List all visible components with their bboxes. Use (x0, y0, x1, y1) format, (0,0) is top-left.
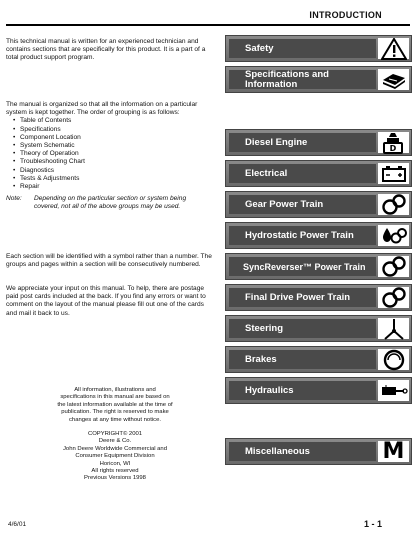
section-specifications-information[interactable] (225, 66, 412, 93)
disclaimer-line: the latest information available at the time of (57, 401, 173, 408)
section-syncreverser-power-train[interactable] (225, 253, 412, 280)
organization-paragraph: The manual is organized so that all the information on a particular system is kept together. The order of grouping is as follows: (6, 101, 198, 117)
section-label: Diesel Engine (229, 133, 376, 152)
section-hydrostatic-power-train[interactable] (225, 222, 412, 249)
feedback-paragraph: We appreciate your input on this manual. To help, there are postage paid post cards included at the back. If you find any errors or want to comment on the layout of the manual please fill out one of the cards and mail it back to us. (6, 285, 206, 317)
symbol-paragraph: Each section will be identified with a symbol rather than a number. The groups and pages within a section will be consecutively numbered. (6, 253, 212, 269)
disclaimer-line: specifications in this manual are based on (60, 394, 170, 401)
copyright-line: All rights reserved (91, 468, 139, 475)
disclaimer-line: publication. The right is reserved to make (61, 409, 169, 416)
section-label: Safety (229, 39, 376, 58)
note-text: Depending on the particular section or system being covered, not all of the above groups may be used. (34, 195, 187, 211)
section-label: Steering (229, 319, 376, 338)
section-label: Miscellaneous (229, 442, 376, 461)
sync-reverser-icon (378, 256, 409, 277)
list-item: • System Schematic (20, 142, 212, 150)
section-label: Gear Power Train (229, 195, 376, 214)
list-item: • Table of Contents (20, 117, 212, 125)
section-label: Hydrostatic Power Train (229, 226, 376, 245)
organization-section (6, 101, 212, 212)
section-miscellaneous[interactable] (225, 438, 412, 465)
list-item: • Specifications (20, 126, 212, 134)
copyright-block (40, 431, 190, 483)
page-title: INTRODUCTION (309, 10, 382, 20)
list-item: • Component Location (20, 134, 212, 142)
svg-text:D: D (389, 143, 396, 153)
note-label: Note: (6, 195, 22, 203)
page-number: 1 - 1 (363, 519, 382, 529)
section-hydraulics[interactable] (225, 377, 412, 404)
section-label: Brakes (229, 350, 376, 369)
list-item: • Diagnostics (20, 167, 212, 175)
hydraulic-cylinder-icon (378, 380, 409, 401)
section-label: SyncReverser™ Power Train (229, 257, 376, 276)
section-final-drive-power-train[interactable] (225, 284, 412, 311)
diesel-engine-icon (378, 132, 409, 153)
list-item: • Theory of Operation (20, 150, 212, 158)
disclaimer (40, 387, 190, 424)
m-letter: M (382, 439, 405, 464)
manual-book-icon (378, 69, 409, 90)
letter-m-icon (378, 441, 409, 462)
steering-icon (378, 318, 409, 339)
copyright-line: John Deere Worldwide Commercial and (62, 445, 167, 452)
copyright-line: Deere & Co. (98, 438, 132, 445)
header-divider (6, 24, 410, 26)
copyright-line: Horicon, WI (99, 460, 131, 467)
battery-icon (378, 163, 409, 184)
warning-triangle-icon (378, 38, 409, 59)
footer-date: 4/6/01 (8, 521, 27, 528)
section-gear-power-train[interactable] (225, 191, 412, 218)
section-label: Hydraulics (229, 381, 376, 400)
gear-train-icon (378, 194, 409, 215)
list-item: • Repair (20, 183, 212, 191)
section-safety[interactable] (225, 35, 412, 62)
hydrostatic-drop-icon (378, 225, 409, 246)
section-label: Electrical (229, 164, 376, 183)
copyright-line: Previous Versions 1998 (84, 475, 146, 482)
section-label: Final Drive Power Train (229, 288, 376, 307)
section-label: Specifications and Information (229, 70, 376, 89)
list-item: • Troubleshooting Chart (20, 158, 212, 166)
grouping-list (6, 117, 212, 191)
copyright-line: COPYRIGHT© 2001 (87, 431, 143, 437)
section-electrical[interactable] (225, 160, 412, 187)
section-brakes[interactable] (225, 346, 412, 373)
note (6, 195, 212, 211)
list-item: • Tests & Adjustments (20, 175, 212, 183)
brakes-icon (378, 349, 409, 370)
copyright-line: Consumer Equipment Division (75, 453, 155, 460)
disclaimer-line: changes at any time without notice. (68, 416, 161, 423)
final-drive-icon (378, 287, 409, 308)
disclaimer-line: All information, illustrations and (74, 387, 156, 393)
section-steering[interactable] (225, 315, 412, 342)
section-diesel-engine[interactable] (225, 129, 412, 156)
intro-paragraph: This technical manual is written for an experienced technician and contains sections that are specifically for this product. It is a part of a total product support program. (6, 38, 206, 62)
